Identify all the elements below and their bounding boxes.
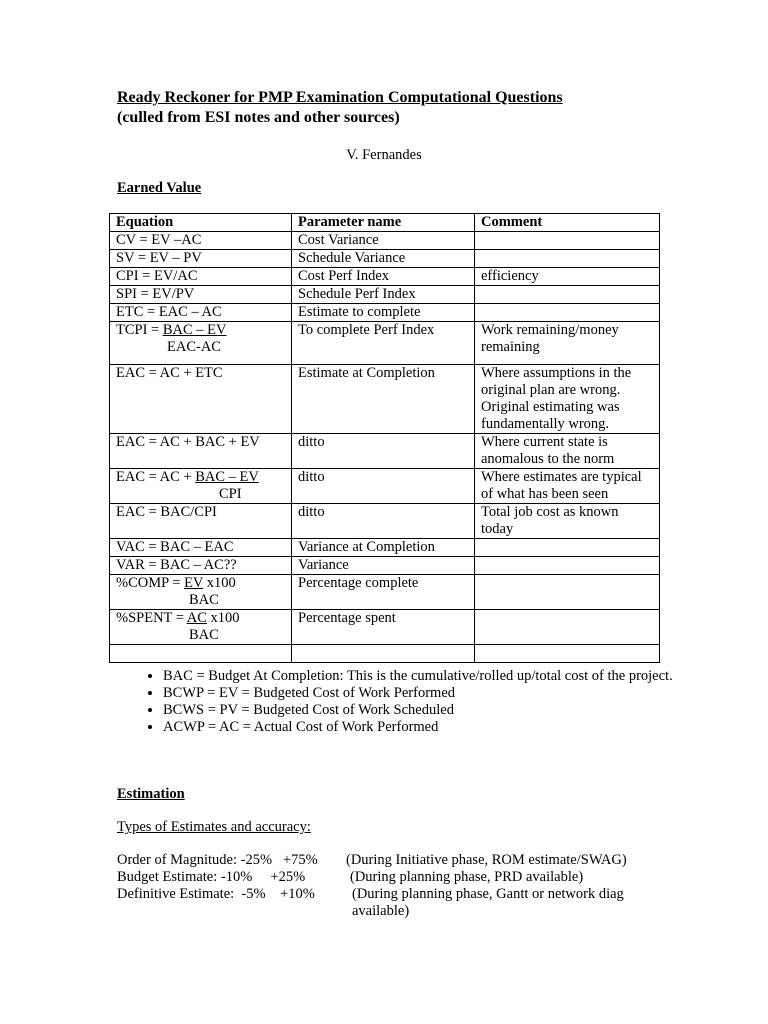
estimate-note: (During Initiative phase, ROM estimate/SWAG) — [346, 852, 627, 868]
equation-cell: VAC = BAC – EAC — [110, 539, 292, 557]
estimate-label: Order of Magnitude: -25% +75% — [117, 852, 318, 868]
equation-denominator: EAC-AC — [167, 339, 221, 355]
parameter-cell: Estimate at Completion — [292, 365, 475, 434]
table-row — [110, 322, 660, 365]
equation-cell: CPI = EV/AC — [110, 268, 292, 286]
parameter-cell: Schedule Variance — [292, 250, 475, 268]
earned-value-heading: Earned Value — [117, 180, 202, 196]
table-row — [110, 469, 660, 504]
equation-cell — [110, 575, 292, 610]
table-row — [110, 268, 660, 286]
equation-prefix: TCPI = — [116, 322, 163, 338]
equation-numerator: BAC – EV — [195, 469, 259, 485]
equation-prefix: %COMP = — [116, 575, 185, 591]
comment-cell — [475, 610, 660, 645]
equation-cell: EAC = AC + ETC — [110, 365, 292, 434]
comment-cell: Where current state is anomalous to the norm — [475, 434, 660, 469]
author-name: V. Fernandes — [346, 147, 422, 163]
estimate-label: Budget Estimate: -10% +25% — [117, 869, 306, 885]
estimate-note: (During planning phase, PRD available) — [350, 869, 584, 885]
column-header-comment: Comment — [475, 214, 660, 232]
parameter-cell: ditto — [292, 504, 475, 539]
comment-cell — [475, 304, 660, 322]
comment-cell — [475, 539, 660, 557]
estimation-heading: Estimation — [117, 786, 185, 802]
equation-cell: CV = EV –AC — [110, 232, 292, 250]
equation-cell: VAR = BAC – AC?? — [110, 557, 292, 575]
equation-numerator: BAC – EV — [162, 322, 227, 338]
table-header-row — [110, 214, 660, 232]
parameter-cell: Variance at Completion — [292, 539, 475, 557]
title-line-1: Ready Reckoner for PMP Examination Computational Questions — [117, 89, 563, 106]
parameter-cell: To complete Perf Index — [292, 322, 475, 365]
table-row — [110, 250, 660, 268]
earned-value-table — [109, 213, 660, 663]
table-row — [110, 286, 660, 304]
parameter-cell: Cost Perf Index — [292, 268, 475, 286]
equation-cell: ETC = EAC – AC — [110, 304, 292, 322]
equation-denominator: BAC — [189, 627, 219, 643]
table-row — [110, 232, 660, 250]
parameter-cell: Percentage spent — [292, 610, 475, 645]
comment-cell — [475, 286, 660, 304]
table-row — [110, 575, 660, 610]
empty-table-row — [110, 645, 660, 663]
equation-cell — [110, 322, 292, 365]
list-item: • BCWS = PV = Budgeted Cost of Work Scheduled — [163, 702, 683, 719]
equation-numerator: EV — [184, 575, 204, 591]
table-row — [110, 504, 660, 539]
estimate-line — [117, 886, 624, 919]
equation-denominator: BAC — [189, 592, 219, 608]
list-item: • ACWP = AC = Actual Cost of Work Performed — [163, 719, 683, 736]
definitions-list — [137, 668, 683, 736]
table-row — [110, 539, 660, 557]
estimate-label: Definitive Estimate: -5% +10% — [117, 886, 315, 902]
list-item: • BAC = Budget At Completion: This is the cumulative/rolled up/total cost of the project. — [163, 668, 683, 685]
comment-cell — [475, 557, 660, 575]
equation-denominator: CPI — [219, 486, 242, 502]
equation-cell: EAC = AC + BAC + EV — [110, 434, 292, 469]
table-row — [110, 365, 660, 434]
equation-cell — [110, 469, 292, 504]
table-row — [110, 557, 660, 575]
parameter-cell: Variance — [292, 557, 475, 575]
comment-cell: Work remaining/money remaining — [475, 322, 660, 365]
comment-cell: Where estimates are typical of what has been seen — [475, 469, 660, 504]
equation-numerator: AC — [186, 610, 207, 626]
equation-suffix: x100 — [203, 575, 236, 591]
column-header-parameter: Parameter name — [292, 214, 475, 232]
table-row — [110, 434, 660, 469]
estimate-types-subheading: Types of Estimates and accuracy: — [117, 819, 311, 835]
parameter-cell: Schedule Perf Index — [292, 286, 475, 304]
estimate-line — [117, 852, 627, 869]
title-line-2: (culled from ESI notes and other sources) — [117, 109, 400, 126]
parameter-cell: ditto — [292, 469, 475, 504]
equation-prefix: %SPENT = — [116, 610, 187, 626]
comment-cell: Total job cost as known today — [475, 504, 660, 539]
equation-suffix: x100 — [206, 610, 240, 626]
comment-cell: efficiency — [475, 268, 660, 286]
estimate-note-continued: available) — [352, 903, 410, 919]
equation-cell: EAC = BAC/CPI — [110, 504, 292, 539]
comment-cell — [475, 232, 660, 250]
document-title — [117, 88, 563, 128]
parameter-cell: Cost Variance — [292, 232, 475, 250]
equation-cell: SV = EV – PV — [110, 250, 292, 268]
comment-cell — [475, 575, 660, 610]
column-header-equation: Equation — [110, 214, 292, 232]
table-row — [110, 304, 660, 322]
estimate-line — [117, 869, 584, 886]
equation-prefix: EAC = AC + — [116, 469, 196, 485]
list-item: • BCWP = EV = Budgeted Cost of Work Performed — [163, 685, 683, 702]
table-row — [110, 610, 660, 645]
equation-cell: SPI = EV/PV — [110, 286, 292, 304]
parameter-cell: Estimate to complete — [292, 304, 475, 322]
parameter-cell: ditto — [292, 434, 475, 469]
parameter-cell: Percentage complete — [292, 575, 475, 610]
estimate-note: (During planning phase, Gantt or network diag — [352, 886, 624, 902]
comment-cell: Where assumptions in the original plan are wrong. Original estimating was fundamentally wrong. — [475, 365, 660, 434]
equation-cell — [110, 610, 292, 645]
comment-cell — [475, 250, 660, 268]
